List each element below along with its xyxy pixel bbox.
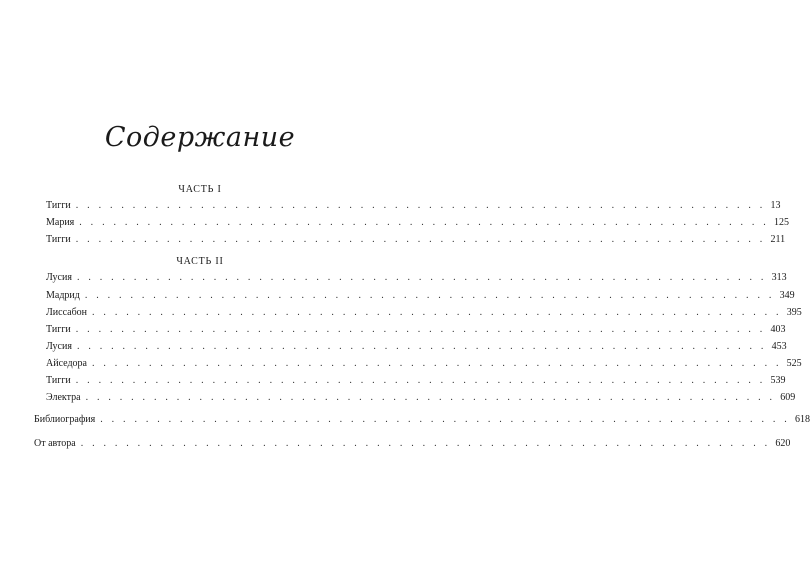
- toc-entry[interactable]: [46, 200, 781, 214]
- toc-entry-page: 539: [770, 375, 786, 386]
- toc-entry-page: 211: [770, 234, 786, 245]
- toc-dot-leader: . . . . . . . . . . . . . . . . . . . . . . . . . . . . . . . . . . . . . . . . . . . . . . . . . . . . . . . . . . . . .: [75, 234, 766, 245]
- toc-dot-leader: . . . . . . . . . . . . . . . . . . . . . . . . . . . . . . . . . . . . . . . . . . . . . . . . . . . . . . . . . . . . .: [100, 414, 790, 425]
- toc-entry[interactable]: [46, 272, 787, 286]
- toc-entry-bibliography[interactable]: [34, 414, 810, 428]
- toc-entry[interactable]: [46, 358, 802, 372]
- toc-dot-leader: . . . . . . . . . . . . . . . . . . . . . . . . . . . . . . . . . . . . . . . . . . . . . . . . . . . . . . . . . . . . .: [84, 290, 775, 301]
- toc-entry-title: Тигги: [46, 375, 71, 386]
- toc-entry-title: Лусия: [46, 341, 72, 352]
- toc-entry-title: Тигги: [46, 234, 71, 245]
- toc-entry-title: Мадрид: [46, 290, 80, 301]
- toc-entry-page: 453: [771, 341, 787, 352]
- toc-dot-leader: . . . . . . . . . . . . . . . . . . . . . . . . . . . . . . . . . . . . . . . . . . . . . . . . . . . . . . . . . . . . .: [85, 392, 776, 403]
- toc-entry[interactable]: [46, 234, 786, 248]
- toc-entry[interactable]: [46, 341, 787, 355]
- toc-entry-title: Библиография: [34, 414, 96, 425]
- toc-entry[interactable]: [46, 375, 786, 389]
- toc-dot-leader: . . . . . . . . . . . . . . . . . . . . . . . . . . . . . . . . . . . . . . . . . . . . . . . . . . . . . . . . . . . . .: [75, 200, 766, 211]
- toc-entry[interactable]: [46, 392, 796, 406]
- page-title: Содержание: [104, 122, 296, 153]
- toc-dot-leader: . . . . . . . . . . . . . . . . . . . . . . . . . . . . . . . . . . . . . . . . . . . . . . . . . . . . . . . . . . . . .: [75, 324, 766, 335]
- toc-dot-leader: . . . . . . . . . . . . . . . . . . . . . . . . . . . . . . . . . . . . . . . . . . . . . . . . . . . . . . . . . . . . .: [80, 438, 771, 449]
- toc-entry-page: 313: [771, 272, 787, 283]
- toc-entry-title: Тигги: [46, 200, 71, 211]
- toc-entry[interactable]: [46, 324, 786, 338]
- toc-entry-page: 395: [786, 307, 802, 318]
- toc-entry-title: Лусия: [46, 272, 72, 283]
- toc-entry[interactable]: [46, 307, 802, 321]
- toc-dot-leader: . . . . . . . . . . . . . . . . . . . . . . . . . . . . . . . . . . . . . . . . . . . . . . . . . . . . . . . . . . . . .: [91, 358, 782, 369]
- toc-entry-page: 618: [794, 414, 810, 425]
- toc-entry-page: 403: [770, 324, 786, 335]
- toc-entry-title: Лиссабон: [46, 307, 88, 318]
- toc-entry-title: Электра: [46, 392, 81, 403]
- toc-entry-page: 13: [770, 200, 781, 211]
- toc-entry-title: Мария: [46, 217, 75, 228]
- toc-dot-leader: . . . . . . . . . . . . . . . . . . . . . . . . . . . . . . . . . . . . . . . . . . . . . . . . . . . . . . . . . . . . .: [79, 217, 769, 228]
- toc-entry-title: От автора: [34, 438, 76, 449]
- toc-dot-leader: . . . . . . . . . . . . . . . . . . . . . . . . . . . . . . . . . . . . . . . . . . . . . . . . . . . . . . . . . . . . .: [76, 272, 767, 283]
- toc-entry-title: Айседора: [46, 358, 87, 369]
- toc-dot-leader: . . . . . . . . . . . . . . . . . . . . . . . . . . . . . . . . . . . . . . . . . . . . . . . . . . . . . . . . . . . . .: [75, 375, 766, 386]
- toc-entry-page: 349: [779, 290, 795, 301]
- toc-entry-page: 525: [786, 358, 802, 369]
- toc-entry-title: Тигги: [46, 324, 71, 335]
- toc-entry-from-author[interactable]: [34, 438, 791, 452]
- toc-entry[interactable]: [46, 290, 795, 304]
- toc-entry-page: 125: [773, 217, 789, 228]
- toc-dot-leader: . . . . . . . . . . . . . . . . . . . . . . . . . . . . . . . . . . . . . . . . . . . . . . . . . . . . . . . . . . . . .: [92, 307, 782, 318]
- toc-entry-page: 620: [775, 438, 791, 449]
- part-heading-2: ЧАСТЬ II: [176, 256, 224, 267]
- toc-entry-page: 609: [780, 392, 796, 403]
- toc-dot-leader: . . . . . . . . . . . . . . . . . . . . . . . . . . . . . . . . . . . . . . . . . . . . . . . . . . . . . . . . . . . . .: [76, 341, 767, 352]
- part-heading-1: ЧАСТЬ I: [178, 184, 222, 195]
- toc-entry[interactable]: [46, 217, 789, 231]
